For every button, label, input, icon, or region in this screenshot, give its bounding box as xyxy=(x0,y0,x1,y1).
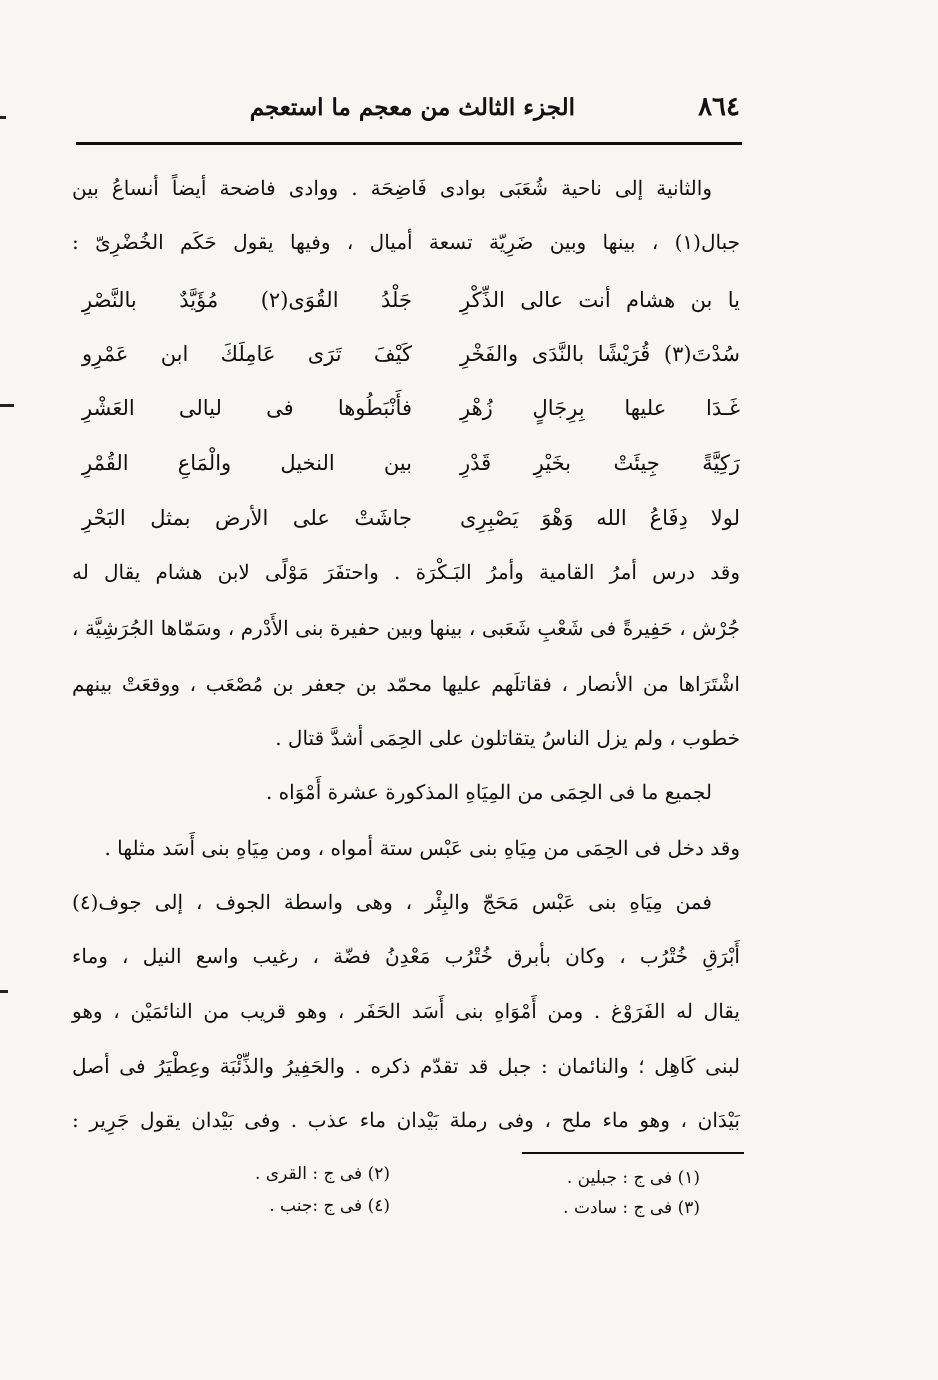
poem-hemistich-right: رَكِيَّةً جِيئَتْ بخَيْرِ قَدْرِ xyxy=(460,451,740,475)
poem-hemistich-right: غَـدَا عليها بِرِجَالٍ زُهْرِ xyxy=(460,396,740,420)
text-line: جبال(١) ، بينها وبين ضَرِيّة تسعة أميال ، وفيها يقول حَكَم الخُضْرِىّ : xyxy=(72,230,740,254)
poem-hemistich-left: كَيْفَ تَرَى عَامِلَكَ ابن عَمْرِو xyxy=(82,342,412,366)
text-line: لجميع ما فى الحِمَى من المِيَاهِ المذكورة عشرة أَمْوَاه . xyxy=(265,780,712,804)
text-line: وقد درس أمرُ القامية وأمرُ البَـكْرَة . واحتفَرَ مَوْلًى لابن هشام يقال له xyxy=(72,560,740,584)
text-line: لبنى كَاهِل ؛ والنائمان : جبل قد تقدّم ذكره . والحَفِيرُ والذِّئْبَة وعِطْيَرُ فى أصل xyxy=(72,1054,740,1078)
text-line: جُرْش ، حَفِيرةً فى شَعْبِ شَعَبى ، بينها وبين حفيرة بنى الأَدْرم ، وسَمّاها الجُرَشِيَّة ، xyxy=(72,616,740,640)
text-line: فمن مِيَاهِ بنى عَبْس مَحَجّ والبِئْر ، وهى واسطة الجوف ، إلى جوف(٤) xyxy=(72,890,712,914)
scan-edge-mark xyxy=(0,116,6,119)
footnote-3: (٣) فى ج : سادت . xyxy=(563,1198,700,1218)
poem-hemistich-right: يا بن هشام أنت عالى الذِّكْرِ xyxy=(460,288,740,312)
footnote-4: (٤) فى ج :جنب . xyxy=(269,1196,390,1216)
poem-hemistich-left: جَلْدُ القُوَى(٢) مُؤَيَّدٌ بالنَّصْرِ xyxy=(82,288,412,312)
poem-hemistich-left: فأَنْبَطُوها فى ليالى العَشْرِ xyxy=(82,396,412,420)
footnote-rule xyxy=(522,1152,744,1154)
text-line: اشْتَرَاها من الأنصار ، فقاتلَهم عليها محمّد بن جعفر بن مُصْعَب ، ووقعَتْ بينهم xyxy=(72,672,740,696)
poem-hemistich-right: سُدْتَ(٣) قُرَيْشًا بالنَّدَى والفَخْرِ xyxy=(460,342,740,366)
footnote-2: (٢) فى ج : القرى . xyxy=(254,1164,390,1184)
running-title: الجزء الثالث من معجم ما استعجم xyxy=(249,94,575,121)
page-number: ٨٦٤ xyxy=(698,92,740,122)
scan-edge-mark xyxy=(0,990,8,993)
poem-hemistich-left: بين النخيل والْمَاعِ القُمْرِ xyxy=(82,451,412,475)
footnote-1: (١) فى ج : جبلين . xyxy=(566,1168,700,1188)
header-rule xyxy=(76,142,742,145)
text-line: خطوب ، ولم يزل الناسُ يتقاتلون على الحِمَى أشدَّ قتال . xyxy=(275,726,740,750)
text-line: والثانية إلى ناحية شُعَبَى بوادى فَاضِحَة . ووادى فاضحة أيضاً أنساعُ بين xyxy=(72,176,712,200)
text-line: أَبْرَقِ خُتْرُب ، وكان بأبرق خُتْرُب مَعْدِنُ فضّة ، رغيب واسع النيل ، وماء xyxy=(72,944,740,968)
text-line: وقد دخل فى الحِمَى من مِيَاهِ بنى عَبْس ستة أمواه ، ومن مِيَاهِ بنى أَسَد مثلها . xyxy=(104,836,740,860)
poem-hemistich-right: لولا دِفَاعُ الله وَهْوَ يَصْبِرِى xyxy=(460,506,740,530)
scan-edge-mark xyxy=(0,404,14,407)
running-header xyxy=(82,92,740,132)
text-line: بَيْدَان ، وهو ماء ملح ، وفى رملة بَيْدان ماء عذب . وفى بَيْدان يقول جَرِير : xyxy=(72,1108,740,1132)
poem-hemistich-left: جاشَتْ على الأرض بمثل البَحْرِ xyxy=(82,506,412,530)
text-line: يقال له الفَرَوْغ . ومن أَمْوَاهِ بنى أَسَد الحَفَر ، وهو قريب من النائمَيْن ، وهو xyxy=(72,999,740,1023)
